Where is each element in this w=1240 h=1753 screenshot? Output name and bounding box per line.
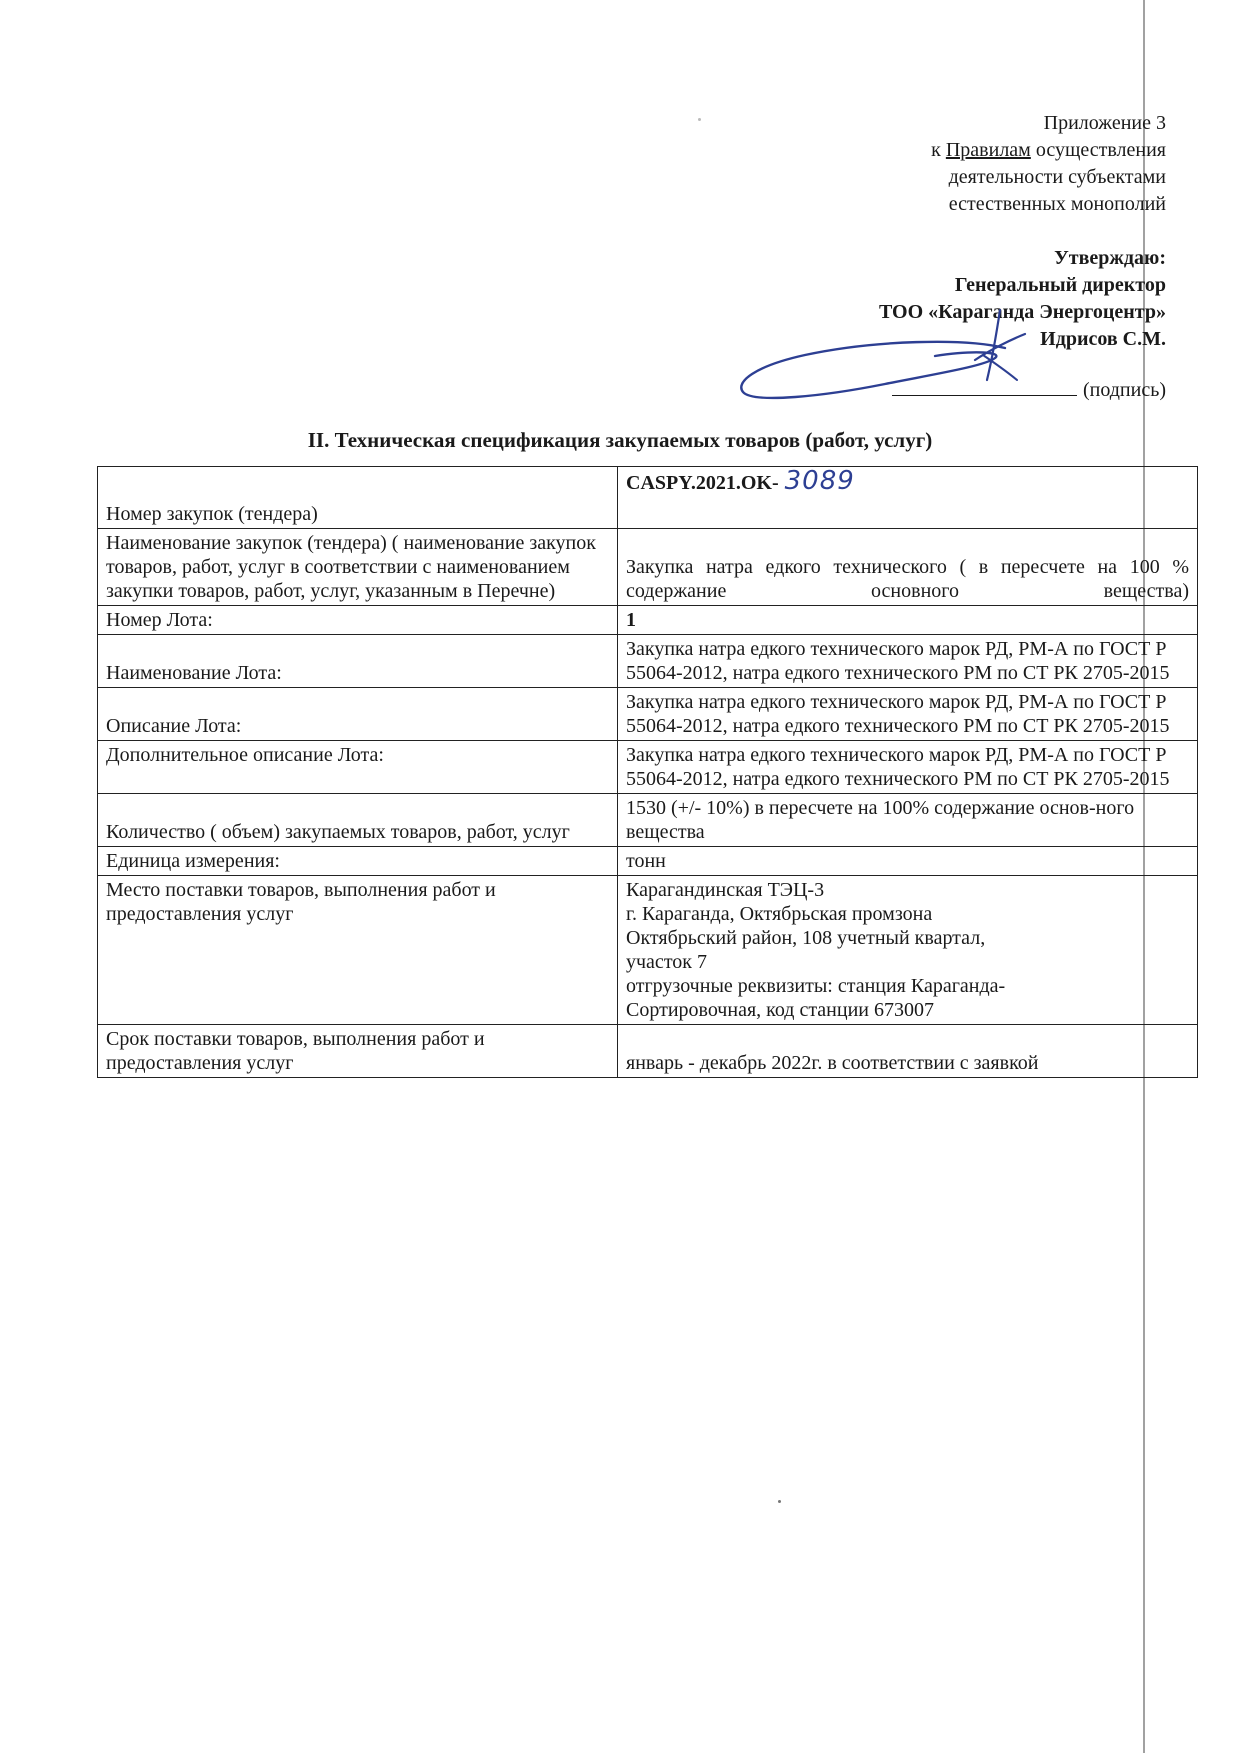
appendix-line-4: естественных монополий (948, 193, 1166, 215)
table-row (98, 688, 1198, 741)
scan-speck (698, 118, 701, 121)
approval-label: Утверждаю: (1054, 247, 1166, 269)
approval-company: ТОО «Караганда Энергоцентр» (878, 301, 1166, 323)
approval-name: Идрисов С.М. (1040, 328, 1166, 350)
row-value: 1530 (+/- 10%) в пересчете на 100% содержание основ-ного вещества (618, 794, 1198, 847)
row-label: Номер закупок (тендера) (98, 467, 618, 529)
address-line: Октябрьский район, 108 учетный квартал, (626, 927, 986, 949)
purchase-number: CASPY.2021.OK- (626, 472, 779, 494)
row-value (618, 876, 1198, 1025)
table-row (98, 847, 1198, 876)
table-row (98, 876, 1198, 1025)
row-value (618, 467, 1198, 529)
table-row (98, 1025, 1198, 1078)
appendix-line-1: Приложение 3 (1043, 112, 1166, 134)
rules-link[interactable]: Правилам (945, 139, 1031, 161)
specification-table (97, 466, 1198, 1078)
row-value: Закупка натра едкого технического марок РД, РМ-А по ГОСТ Р 55064-2012, натра едкого технического РМ по СТ РК 2705-2015 (618, 635, 1198, 688)
row-value: Закупка натра едкого технического ( в пересчете на 100 % содержание основного вещества) (618, 529, 1198, 606)
approval-position: Генеральный директор (954, 274, 1166, 296)
row-value: Закупка натра едкого технического марок РД, РМ-А по ГОСТ Р 55064-2012, натра едкого технического РМ по СТ РК 2705-2015 (618, 741, 1198, 794)
row-value: 1 (618, 606, 1198, 635)
address-line: Сортировочная, код станции 673007 (626, 999, 934, 1021)
signature-label: (подпись) (1082, 379, 1166, 401)
row-label: Единица измерения: (98, 847, 618, 876)
address-line: отгрузочные реквизиты: станция Караганда- (626, 975, 1006, 997)
row-label: Описание Лота: (98, 688, 618, 741)
scan-speck (778, 1500, 781, 1503)
row-value: Закупка натра едкого технического марок РД, РМ-А по ГОСТ Р 55064-2012, натра едкого технического РМ по СТ РК 2705-2015 (618, 688, 1198, 741)
row-label: Наименование закупок (тендера) ( наименование закупок товаров, работ, услуг в соответствии с наименованием закупки товаров, работ, услуг, указанным в Перечне) (98, 529, 618, 606)
table-row (98, 467, 1198, 529)
address-line: Карагандинская ТЭЦ-3 (626, 879, 825, 901)
row-label: Номер Лота: (98, 606, 618, 635)
signature-blank (892, 395, 1077, 396)
table-row (98, 794, 1198, 847)
table-row (98, 529, 1198, 606)
row-label: Срок поставки товаров, выполнения работ и предоставления услуг (98, 1025, 618, 1078)
address-line: г. Караганда, Октябрьская промзона (626, 903, 933, 925)
row-label: Дополнительное описание Лота: (98, 741, 618, 794)
document-title: II. Техническая спецификация закупаемых товаров (работ, услуг) (307, 428, 933, 452)
address-line: участок 7 (626, 951, 708, 973)
table-row (98, 606, 1198, 635)
appendix-line-2: к Правилам осуществления (931, 139, 1166, 161)
row-value: тонн (618, 847, 1198, 876)
table-row (98, 741, 1198, 794)
handwritten-number: 3089 (784, 466, 855, 496)
appendix-line-3: деятельности субъектами (948, 166, 1166, 188)
row-label: Количество ( объем) закупаемых товаров, работ, услуг (98, 794, 618, 847)
appendix-note (766, 110, 1166, 218)
row-value: январь - декабрь 2022г. в соответствии с заявкой (618, 1025, 1198, 1078)
row-label: Место поставки товаров, выполнения работ и предоставления услуг (98, 876, 618, 1025)
row-label: Наименование Лота: (98, 635, 618, 688)
signature-line (766, 377, 1166, 404)
table-row (98, 635, 1198, 688)
